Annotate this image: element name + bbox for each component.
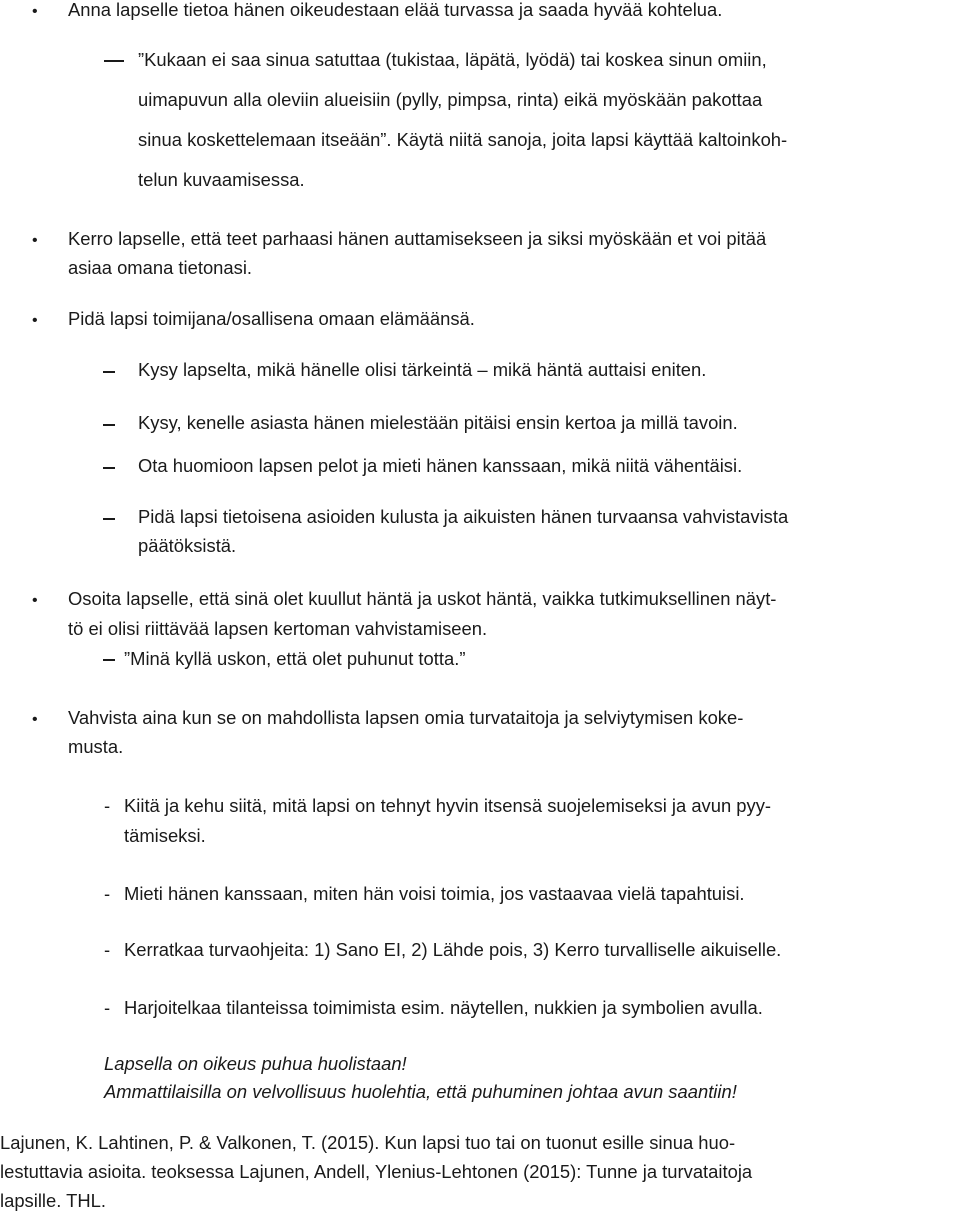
dash-marker: - (104, 997, 111, 1018)
item5-sub-a-line1: Kiitä ja kehu siitä, mitä lapsi on tehnyt hyvin itsensä suojelemiseksi ja avun pyy- (124, 795, 772, 816)
item5-line1: Vahvista aina kun se on mahdollista lapsen omia turvataitoja ja selviytymisen koke- (68, 707, 744, 728)
item1-sub-line3: sinua koskettelemaan itseään”. Käytä niitä sanoja, joita lapsi käyttää kaltoinkoh- (138, 129, 788, 150)
bullet: • (32, 232, 38, 249)
item3-sub3: Ota huomioon lapsen pelot ja mieti hänen kanssaan, mikä niitä vähentäisi. (138, 455, 743, 476)
item5-line2: musta. (68, 736, 124, 757)
citation-line1: Lajunen, K. Lahtinen, P. & Valkonen, T. (2015). Kun lapsi tuo tai on tuonut esille sinua huo- (0, 1132, 736, 1153)
dash-marker (103, 518, 115, 520)
item2-line1: Kerro lapselle, että teet parhaasi hänen auttamisekseen ja siksi myöskään et voi pitää (68, 228, 767, 249)
dash-marker (103, 659, 115, 661)
item1-sub-line4: telun kuvaamisessa. (138, 169, 305, 190)
dash-marker (103, 424, 115, 426)
bullet: • (32, 312, 38, 329)
dash-marker: - (104, 939, 111, 960)
dash-marker: - (104, 883, 111, 904)
item2-line2: asiaa omana tietonasi. (68, 257, 253, 278)
item3-sub2: Kysy, kenelle asiasta hänen mielestään pitäisi ensin kertoa ja millä tavoin. (138, 412, 738, 433)
item5-sub-b: Mieti hänen kanssaan, miten hän voisi toimia, jos vastaavaa vielä tapahtuisi. (124, 883, 745, 904)
emphasis-line1: Lapsella on oikeus puhua huolistaan! (104, 1053, 407, 1074)
item3-sub4-line2: päätöksistä. (138, 535, 237, 556)
bullet: • (32, 711, 38, 728)
item3-line1: Pidä lapsi toimijana/osallisena omaan elämäänsä. (68, 308, 475, 329)
citation-line2: lestuttavia asioita. teoksessa Lajunen, Andell, Ylenius-Lehtonen (2015): Tunne ja turvataitoja (0, 1161, 753, 1182)
dash-marker: - (104, 795, 111, 816)
item3-sub4-line1: Pidä lapsi tietoisena asioiden kulusta ja aikuisten hänen turvaansa vahvistavista (138, 506, 789, 527)
item3-sub1: Kysy lapselta, mikä hänelle olisi tärkeintä – mikä häntä auttaisi eniten. (138, 359, 707, 380)
emphasis-line2: Ammattilaisilla on velvollisuus huolehtia, että puhuminen johtaa avun saantiin! (104, 1081, 737, 1102)
item1-line1: Anna lapselle tietoa hänen oikeudestaan elää turvassa ja saada hyvää kohtelua. (68, 0, 723, 20)
item4-line1: Osoita lapselle, että sinä olet kuullut häntä ja uskot häntä, vaikka tutkimuksellinen näyt- (68, 588, 777, 609)
item5-sub-d: Harjoitelkaa tilanteissa toimimista esim. näytellen, nukkien ja symbolien avulla. (124, 997, 763, 1018)
item1-sub-line2: uimapuvun alla oleviin alueisiin (pylly, pimpsa, rinta) eikä myöskään pakottaa (138, 89, 763, 110)
item5-sub-c: Kerratkaa turvaohjeita: 1) Sano EI, 2) Lähde pois, 3) Kerro turvalliselle aikuiselle. (124, 939, 782, 960)
dash-marker (103, 371, 115, 373)
bullet: • (32, 3, 38, 20)
item5-sub-a-line2: tämiseksi. (124, 825, 206, 846)
bullet: • (32, 592, 38, 609)
citation-line3: lapsille. THL. (0, 1190, 106, 1211)
dash-marker (104, 60, 124, 62)
dash-marker (103, 467, 115, 469)
item4-sub: ”Minä kyllä uskon, että olet puhunut totta.” (124, 648, 466, 669)
item1-sub-line1: ”Kukaan ei saa sinua satuttaa (tukistaa, läpätä, lyödä) tai koskea sinun omiin, (138, 49, 767, 70)
item4-line2: tö ei olisi riittävää lapsen kertoman vahvistamiseen. (68, 618, 488, 639)
